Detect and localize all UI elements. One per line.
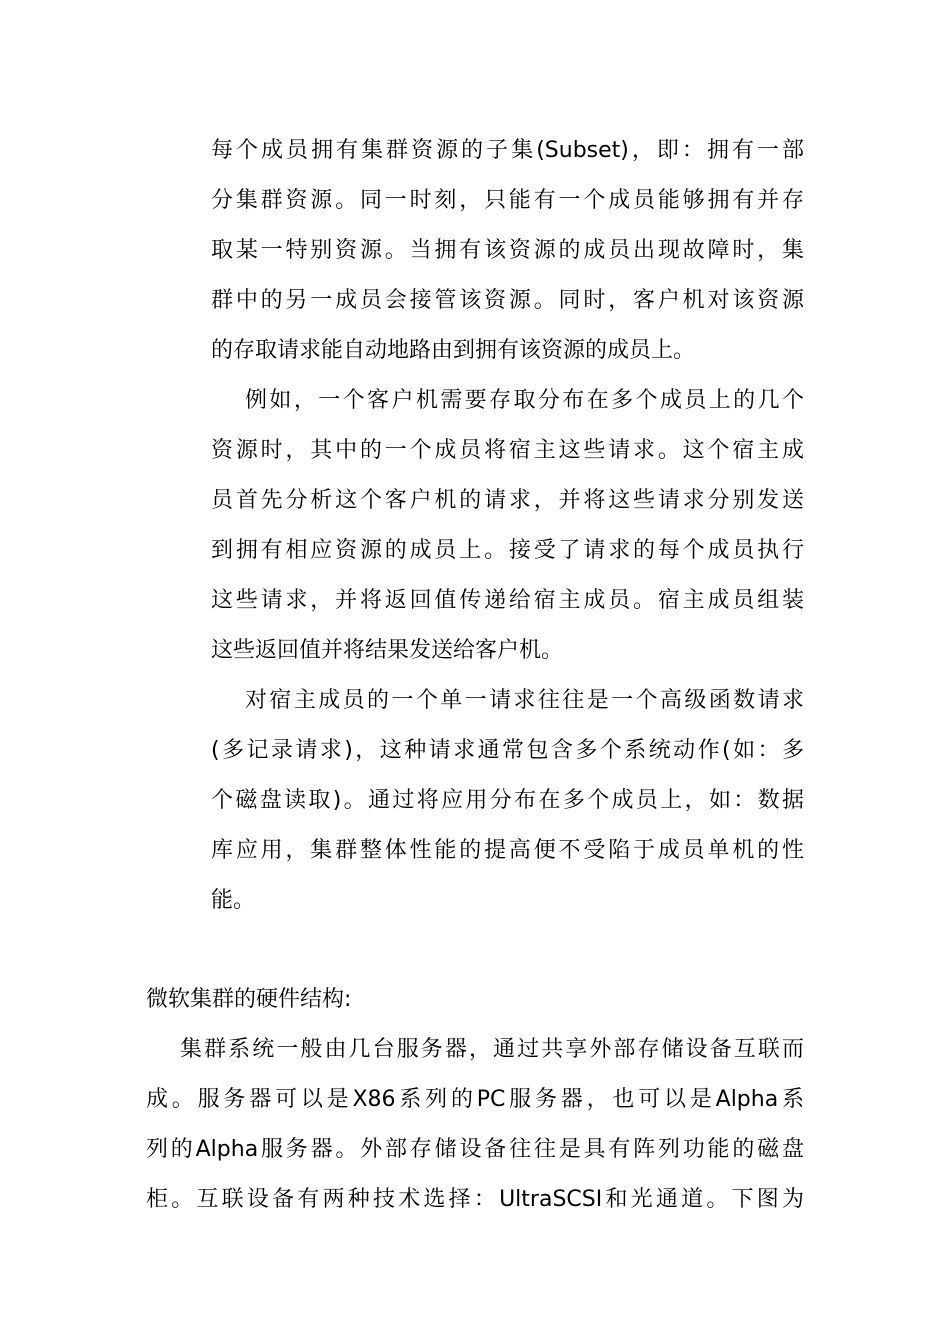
text-line: 这些请求，并将返回值传递给宿主成员。宿主成员组装 [211, 588, 804, 613]
text-line: 柜。互联设备有两种技术选择：UltraSCSI和光通道。下图为 [146, 1187, 804, 1212]
text-line: 列的Alpha服务器。外部存储设备往往是具有阵列功能的磁盘 [146, 1137, 804, 1162]
text-line: 的存取请求能自动地路由到拥有该资源的成员上。 [211, 338, 696, 363]
text-line: 对宿主成员的一个单一请求往往是一个高级函数请求 [245, 688, 804, 713]
text-line: (多记录请求)，这种请求通常包含多个系统动作(如：多 [211, 738, 804, 763]
text-line: 资源时，其中的一个成员将宿主这些请求。这个宿主成 [211, 438, 804, 463]
text-line: 群中的另一成员会接管该资源。同时，客户机对该资源 [211, 288, 804, 313]
text-line: 集群系统一般由几台服务器，通过共享外部存储设备互联而 [180, 1037, 804, 1062]
text-line: 个磁盘读取)。通过将应用分布在多个成员上，如：数据 [211, 788, 804, 813]
text-line: 分集群资源。同一时刻，只能有一个成员能够拥有并存 [211, 188, 804, 213]
text-line: 例如，一个客户机需要存取分布在多个成员上的几个 [245, 388, 804, 413]
text-line: 取某一特别资源。当拥有该资源的成员出现故障时，集 [211, 238, 804, 263]
text-line: 成。服务器可以是X86系列的PC服务器，也可以是Alpha系 [146, 1087, 804, 1112]
section-heading: 微软集群的硬件结构: [146, 987, 352, 1012]
text-line: 到拥有相应资源的成员上。接受了请求的每个成员执行 [211, 538, 804, 563]
text-line: 库应用，集群整体性能的提高便不受陷于成员单机的性 [211, 838, 804, 863]
text-line: 员首先分析这个客户机的请求，并将这些请求分别发送 [211, 488, 804, 513]
text-line: 这些返回值并将结果发送给客户机。 [211, 638, 564, 663]
text-line: 每个成员拥有集群资源的子集(Subset)，即：拥有一部 [211, 138, 804, 163]
text-line: 能。 [211, 888, 256, 913]
